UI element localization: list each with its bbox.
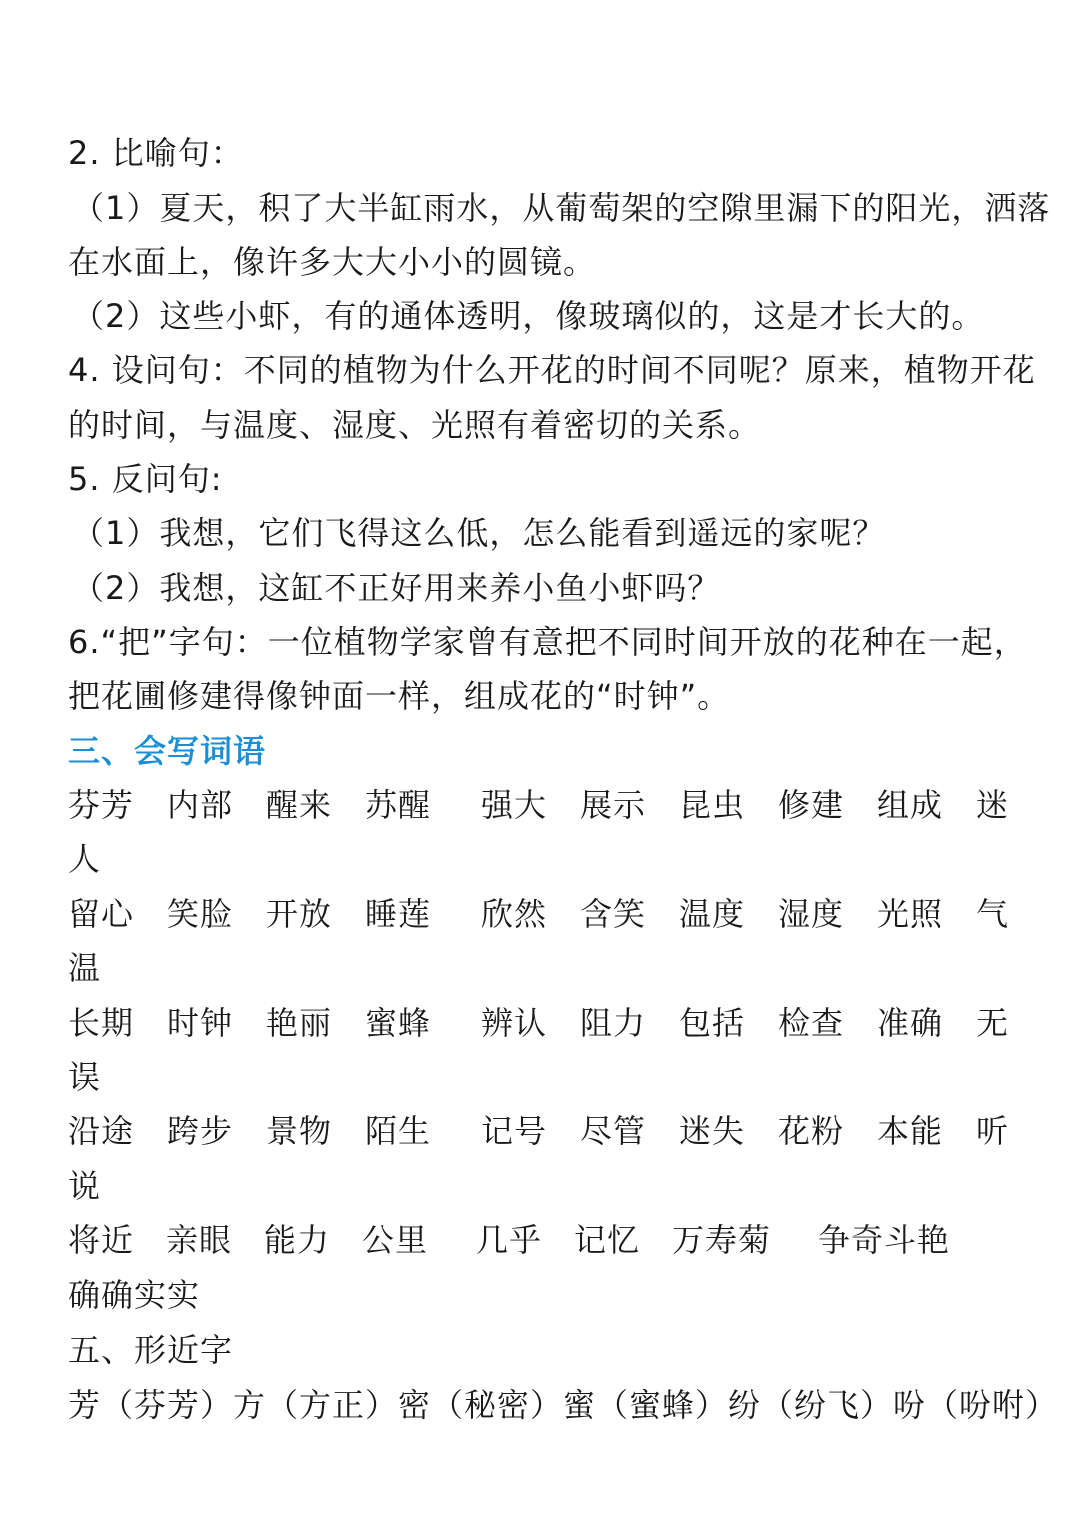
vocabulary-word: 留心 bbox=[68, 895, 135, 933]
vocabulary-word: 亲眼 bbox=[166, 1221, 233, 1259]
vocabulary-word: 芬芳 bbox=[68, 786, 135, 824]
vocabulary-word: 沿途 bbox=[68, 1112, 135, 1150]
similar-characters-row: 芳（芬芳）方（方正）密（秘密）蜜（蜜蜂）纷（纷飞）吩（吩咐） bbox=[68, 1386, 1059, 1424]
vocabulary-word: 温 bbox=[68, 949, 102, 987]
vocabulary-row bbox=[68, 832, 1020, 886]
item-2-sentence-1-cont: 在水面上，像许多大大小小的圆镜。 bbox=[68, 243, 597, 281]
vocabulary-word: 误 bbox=[68, 1058, 102, 1096]
vocabulary-word: 花粉 bbox=[778, 1112, 845, 1150]
vocabulary-row bbox=[68, 1159, 1020, 1213]
vocabulary-word: 开放 bbox=[266, 895, 333, 933]
item-2-heading: 2. 比喻句： bbox=[68, 134, 244, 172]
vocabulary-word: 记号 bbox=[481, 1112, 548, 1150]
item-6-ba-sentence: 6.“把”字句：一位植物学家曾有意把不同时间开放的花种在一起， bbox=[68, 623, 1027, 661]
vocabulary-word: 时钟 bbox=[167, 1004, 234, 1042]
vocabulary-word: 迷失 bbox=[679, 1112, 746, 1150]
vocabulary-row bbox=[68, 996, 1020, 1050]
item-5-sentence-1: （1）我想，它们飞得这么低，怎么能看到遥远的家呢？ bbox=[72, 514, 886, 552]
vocabulary-word: 包括 bbox=[679, 1004, 746, 1042]
vocabulary-word: 醒来 bbox=[266, 786, 333, 824]
vocabulary-row bbox=[68, 1104, 1020, 1158]
vocabulary-word: 光照 bbox=[877, 895, 944, 933]
vocabulary-row bbox=[68, 1050, 1020, 1104]
vocabulary-word: 确确实实 bbox=[68, 1276, 201, 1314]
vocabulary-word: 本能 bbox=[877, 1112, 944, 1150]
vocabulary-word: 艳丽 bbox=[266, 1004, 333, 1042]
vocabulary-word: 能力 bbox=[264, 1221, 331, 1259]
vocabulary-word: 迷 bbox=[976, 786, 1010, 824]
item-2-sentence-2: （2）这些小虾，有的通体透明，像玻璃似的，这是才长大的。 bbox=[72, 297, 985, 335]
vocabulary-word: 气 bbox=[976, 895, 1010, 933]
vocabulary-word: 万寿菊 bbox=[672, 1221, 772, 1259]
item-4-rhetorical-question: 4. 设问句：不同的植物为什么开花的时间不同呢？原来，植物开花 bbox=[68, 351, 1036, 389]
vocabulary-word: 听 bbox=[976, 1112, 1010, 1150]
vocabulary-word: 长期 bbox=[68, 1004, 135, 1042]
vocabulary-word: 陌生 bbox=[365, 1112, 432, 1150]
vocabulary-word: 温度 bbox=[679, 895, 746, 933]
section-5-title: 五、形近字 bbox=[68, 1331, 234, 1369]
vocabulary-word: 昆虫 bbox=[679, 786, 746, 824]
vocabulary-word: 准确 bbox=[877, 1004, 944, 1042]
vocabulary-word: 强大 bbox=[481, 786, 548, 824]
vocabulary-word: 展示 bbox=[580, 786, 647, 824]
vocabulary-word: 睡莲 bbox=[365, 895, 432, 933]
vocabulary-word: 尽管 bbox=[580, 1112, 647, 1150]
vocabulary-word: 组成 bbox=[877, 786, 944, 824]
vocabulary-word: 跨步 bbox=[167, 1112, 234, 1150]
vocabulary-word: 湿度 bbox=[778, 895, 845, 933]
vocabulary-word: 说 bbox=[68, 1167, 102, 1205]
vocabulary-row bbox=[68, 1268, 1020, 1322]
vocabulary-row bbox=[68, 778, 1020, 832]
vocabulary-word: 公里 bbox=[362, 1221, 429, 1259]
section-3-title: 三、会写词语 bbox=[68, 732, 267, 770]
item-5-sentence-2: （2）我想，这缸不正好用来养小鱼小虾吗？ bbox=[72, 569, 721, 607]
item-6-cont: 把花圃修建得像钟面一样，组成花的“时钟”。 bbox=[68, 677, 731, 715]
vocabulary-word: 几乎 bbox=[476, 1221, 543, 1259]
item-5-heading: 5. 反问句: bbox=[68, 460, 223, 498]
vocabulary-word: 辨认 bbox=[481, 1004, 548, 1042]
vocabulary-word: 蜜蜂 bbox=[365, 1004, 432, 1042]
vocabulary-word: 含笑 bbox=[580, 895, 647, 933]
vocabulary-row bbox=[68, 887, 1020, 941]
vocabulary-word: 笑脸 bbox=[167, 895, 234, 933]
item-2-sentence-1: （1）夏天，积了大半缸雨水，从葡萄架的空隙里漏下的阳光，洒落 bbox=[72, 189, 1051, 227]
vocabulary-word: 检查 bbox=[778, 1004, 845, 1042]
vocabulary-word: 修建 bbox=[778, 786, 845, 824]
vocabulary-row bbox=[68, 1213, 1020, 1267]
vocabulary-word: 内部 bbox=[167, 786, 234, 824]
vocabulary-row bbox=[68, 941, 1020, 995]
vocabulary-word: 记忆 bbox=[574, 1221, 641, 1259]
vocabulary-word: 将近 bbox=[68, 1221, 135, 1259]
vocabulary-word: 苏醒 bbox=[365, 786, 432, 824]
vocabulary-word: 争奇斗艳 bbox=[818, 1221, 951, 1259]
vocabulary-word: 景物 bbox=[266, 1112, 333, 1150]
vocabulary-word: 阻力 bbox=[580, 1004, 647, 1042]
vocabulary-word: 人 bbox=[68, 840, 102, 878]
vocabulary-word: 无 bbox=[976, 1004, 1010, 1042]
vocabulary-word: 欣然 bbox=[481, 895, 548, 933]
item-4-cont: 的时间，与温度、湿度、光照有着密切的关系。 bbox=[68, 406, 762, 444]
